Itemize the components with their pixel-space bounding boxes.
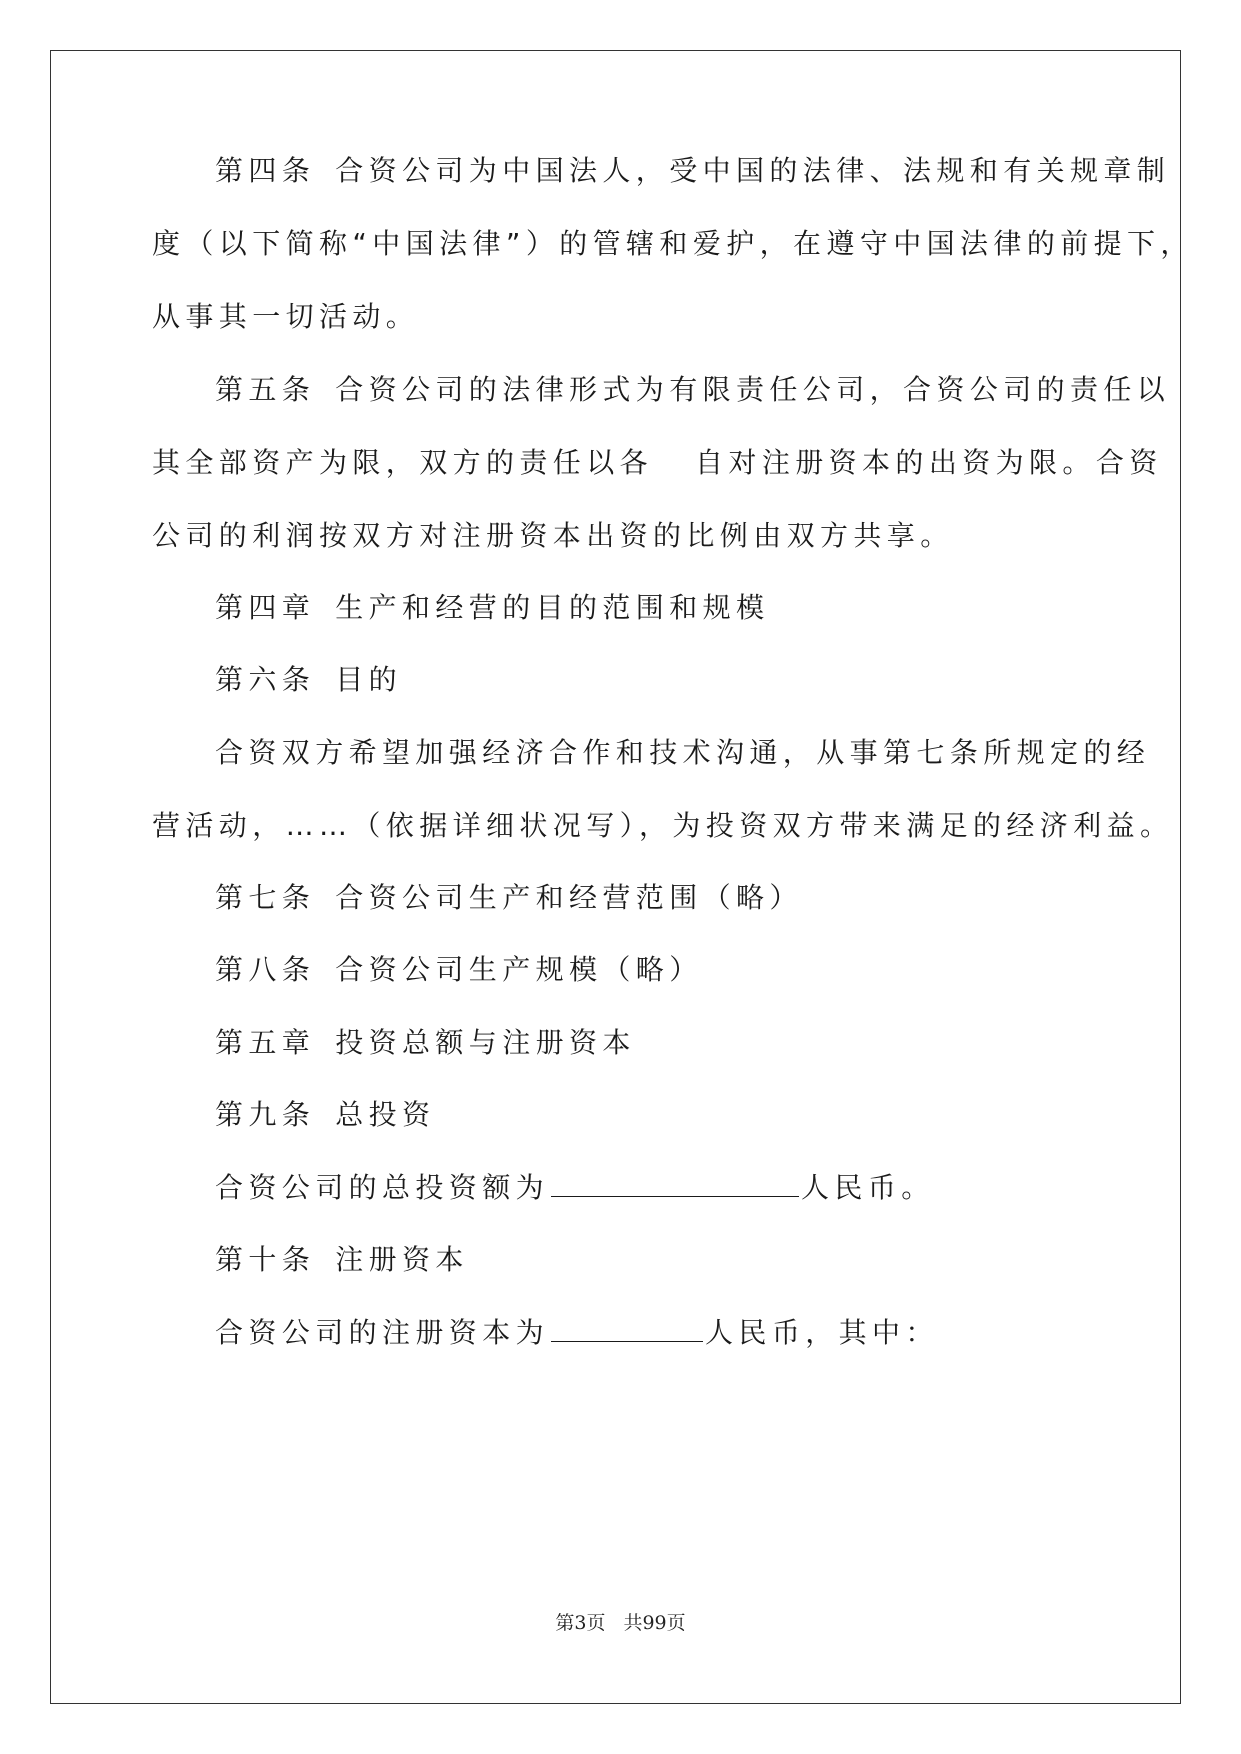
article-6-line-1: 合资双方希望加强经济合作和技术沟通，从事第七条所规定的经 bbox=[215, 736, 1151, 769]
article-heading: 第七条 bbox=[215, 881, 316, 914]
paragraph-text: 合资公司的总投资额为 bbox=[215, 1171, 550, 1204]
chapter-title: 生产和经营的目的范围和规模 bbox=[335, 591, 770, 624]
page-number: 第3页 bbox=[555, 1612, 606, 1634]
chapter-4-heading bbox=[215, 590, 1155, 626]
registered-capital-line bbox=[215, 1315, 1155, 1351]
chapter-number: 第四章 bbox=[215, 591, 316, 624]
registered-capital-blank bbox=[551, 1315, 703, 1342]
total-investment-line bbox=[215, 1170, 1155, 1206]
page-total: 共99页 bbox=[623, 1612, 686, 1634]
article-4-line-2: 度（以下简称“中国法律”）的管辖和爱护，在遵守中国法律的前提下， bbox=[152, 227, 1194, 260]
article-heading: 第六条 bbox=[215, 663, 316, 696]
article-5-line-2 bbox=[152, 445, 1163, 481]
article-6-line-2: 营活动，……（依据详细状况写），为投资双方带来满足的经济利益。 bbox=[152, 809, 1174, 842]
article-10-heading bbox=[215, 1242, 1155, 1278]
chapter-5-heading bbox=[215, 1025, 1155, 1061]
article-5-line-3: 公司的利润按双方对注册资本出资的比例由双方共享。 bbox=[152, 519, 954, 552]
article-6-heading bbox=[215, 662, 1155, 698]
total-investment-blank bbox=[551, 1170, 799, 1197]
article-heading: 第九条 bbox=[215, 1098, 316, 1131]
article-heading: 第十条 bbox=[215, 1243, 316, 1276]
paragraph-text: 合资公司的法律形式为有限责任公司，合资公司的责任以 bbox=[335, 373, 1171, 406]
article-heading: 第八条 bbox=[215, 953, 316, 986]
article-7 bbox=[215, 880, 1155, 916]
chapter-number: 第五章 bbox=[215, 1026, 316, 1059]
article-heading: 第四条 bbox=[215, 154, 316, 187]
paragraph-text: 合资公司为中国法人，受中国的法律、法规和有关规章制 bbox=[335, 154, 1171, 187]
article-title: 目的 bbox=[335, 663, 403, 696]
article-4-line-1 bbox=[215, 153, 1171, 189]
paragraph-text: 人民币。 bbox=[801, 1171, 935, 1204]
paragraph-text: 合资公司生产和经营范围（略） bbox=[335, 881, 803, 914]
article-8 bbox=[215, 952, 1155, 988]
paragraph-text: 人民币，其中： bbox=[705, 1316, 939, 1349]
article-title: 总投资 bbox=[335, 1098, 436, 1131]
paragraph-text: 合资公司的注册资本为 bbox=[215, 1316, 550, 1349]
paragraph-text: 其全部资产为限，双方的责任以各 bbox=[152, 446, 654, 479]
article-heading: 第五条 bbox=[215, 373, 316, 406]
paragraph-text: 合资公司生产规模（略） bbox=[335, 953, 703, 986]
chapter-title: 投资总额与注册资本 bbox=[335, 1026, 636, 1059]
article-title: 注册资本 bbox=[335, 1243, 469, 1276]
page-footer bbox=[0, 1608, 1241, 1635]
article-9-heading bbox=[215, 1097, 1155, 1133]
article-5-line-1 bbox=[215, 372, 1171, 408]
paragraph-text: 自对注册资本的出资为限。合资 bbox=[695, 446, 1163, 479]
article-4-line-3: 从事其一切活动。 bbox=[152, 300, 420, 333]
